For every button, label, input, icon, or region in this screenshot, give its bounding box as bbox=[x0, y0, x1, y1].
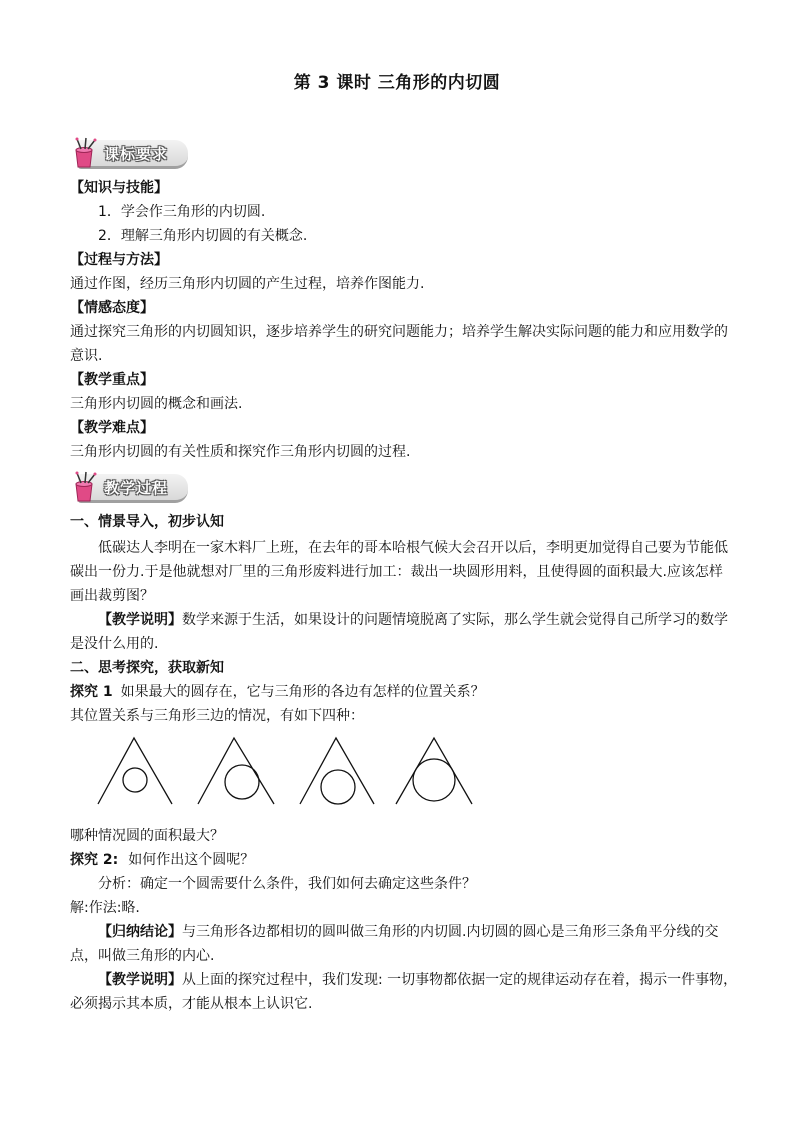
figure-medium-circle bbox=[198, 738, 274, 804]
teaching-note-2-line-2: 必须揭示其本质，才能从根本上认识它. bbox=[70, 996, 313, 1012]
teaching-note-2-label: 【教学说明】 bbox=[98, 972, 182, 988]
conclusion-line-2: 点，叫做三角形的内心. bbox=[70, 948, 215, 964]
attitude-text-line-1: 通过探究三角形的内切圆知识，逐步培养学生的研究问题能力；培养学生解决实际问题的能力和应用数学的 bbox=[70, 324, 728, 340]
solution-text: 解:作法:略. bbox=[70, 900, 140, 916]
part1-teaching-note-line-2: 是没什么用的. bbox=[70, 636, 159, 652]
pencil-cup-icon bbox=[68, 470, 104, 504]
attitude-text-line-2: 意识. bbox=[70, 348, 103, 364]
part1-paragraph-line-3: 画出裁剪图？ bbox=[70, 588, 154, 604]
knowledge-item-2: 2．理解三角形内切圆的有关概念. bbox=[98, 228, 308, 244]
explore2-line bbox=[70, 848, 730, 872]
key-point-text: 三角形内切圆的概念和画法. bbox=[70, 396, 243, 412]
teaching-note-label: 【教学说明】 bbox=[98, 612, 182, 628]
process-text: 通过作图，经历三角形内切圆的产生过程，培养作图能力. bbox=[70, 276, 425, 292]
figure-tangent-two-sides bbox=[300, 738, 374, 804]
pencil-cup-icon bbox=[68, 136, 104, 170]
difficulty-text: 三角形内切圆的有关性质和探究作三角形内切圆的过程. bbox=[70, 444, 411, 460]
question-largest-area: 哪种情况圆的面积最大？ bbox=[70, 828, 224, 844]
knowledge-item-1: 1．学会作三角形的内切圆. bbox=[98, 204, 266, 220]
part1-teaching-note bbox=[98, 608, 730, 632]
part2-heading: 二、思考探究，获取新知 bbox=[70, 660, 224, 676]
figure-small-circle bbox=[98, 738, 172, 804]
explore2-label: 探究 2: bbox=[70, 852, 119, 868]
explore1-label: 探究 1 bbox=[70, 684, 113, 700]
section-banner-standards bbox=[68, 136, 190, 170]
explore1-subtext: 其位置关系与三角形三边的情况，有如下四种： bbox=[70, 708, 364, 724]
section-banner-process bbox=[68, 470, 190, 504]
explore1-line bbox=[70, 680, 730, 704]
key-point-heading: 【教学重点】 bbox=[70, 372, 154, 388]
explore1-text: 如果最大的圆存在，它与三角形的各边有怎样的位置关系？ bbox=[120, 684, 485, 700]
part1-paragraph-line-1: 低碳达人李明在一家木料厂上班，在去年的哥本哈根气候大会召开以后，李明更加觉得自己要为节能低 bbox=[98, 540, 728, 556]
attitude-heading: 【情感态度】 bbox=[70, 300, 154, 316]
teaching-note-text: 数学来源于生活，如果设计的问题情境脱离了实际，那么学生就会觉得自己所学习的数学 bbox=[182, 612, 728, 628]
analysis-text: 分析：确定一个圆需要什么条件，我们如何去确定这些条件？ bbox=[98, 876, 476, 892]
figure-inscribed-circle bbox=[396, 738, 472, 804]
banner-label: 教学过程 bbox=[104, 479, 169, 497]
part1-heading: 一、情景导入，初步认知 bbox=[70, 514, 224, 530]
teaching-note-2-text: 从上面的探究过程中，我们发现: 一切事物都依据一定的规律运动存在着，揭示一件事物， bbox=[182, 972, 738, 988]
triangle-circle-figures bbox=[90, 732, 490, 808]
page-title: 第 3 课时 三角形的内切圆 bbox=[293, 73, 501, 93]
knowledge-heading: 【知识与技能】 bbox=[70, 180, 168, 196]
process-heading: 【过程与方法】 bbox=[70, 252, 168, 268]
conclusion-line bbox=[98, 920, 730, 944]
explore2-text: 如何作出这个圆呢？ bbox=[128, 852, 255, 868]
part1-paragraph-line-2: 碳出一份力.于是他就想对厂里的三角形废料进行加工：裁出一块圆形用料，且使得圆的面积最大.应该怎样 bbox=[70, 564, 723, 580]
conclusion-label: 【归纳结论】 bbox=[98, 924, 182, 940]
conclusion-text: 与三角形各边都相切的圆叫做三角形的内切圆.内切圆的圆心是三角形三条角平分线的交 bbox=[182, 924, 719, 940]
teaching-note-2-line bbox=[98, 968, 738, 992]
banner-label: 课标要求 bbox=[104, 145, 169, 163]
difficulty-heading: 【教学难点】 bbox=[70, 420, 154, 436]
